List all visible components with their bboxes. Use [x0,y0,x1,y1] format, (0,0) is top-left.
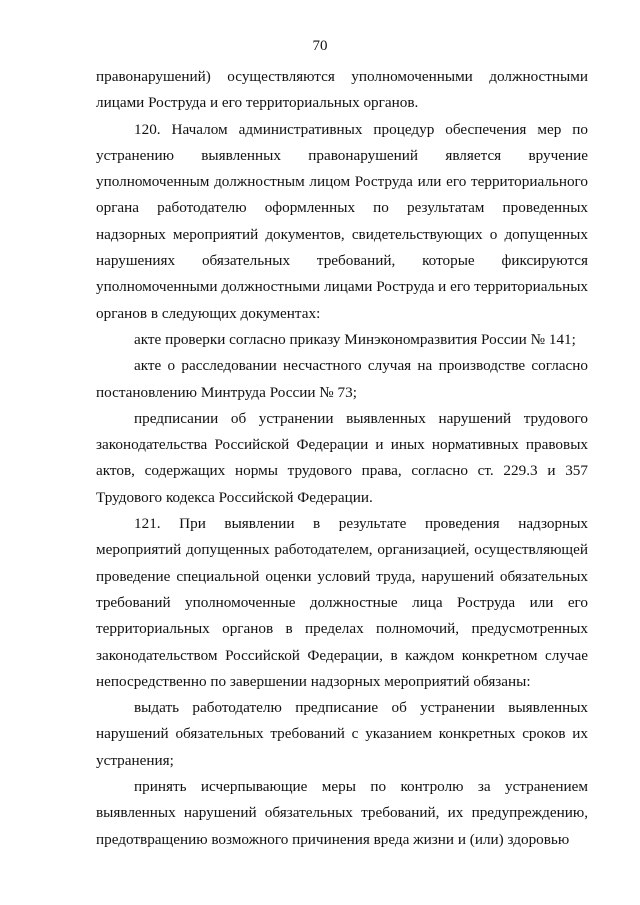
list-item-take-measures: принять исчерпывающие меры по контролю за устранением выявленных нарушений обязательных требований, их предупреждению, предотвращению возможного причинения вреда жизни и (или) здоровью [96,778,588,848]
paragraph-121: 121. При выявлении в результате проведения надзорных мероприятий допущенных работодателем, организацией, осуществляющей проведение специальной оценки условий труда, нарушений обязательных требований уполномоченные должностные лица Роструда или его территориальных органов в пределах полномочий, предусмотренных законодательством Российской Федерации, в каждом конкретном случае непосредственно по завершении надзорных мероприятий обязаны: [96,515,588,690]
list-item-issue-order: выдать работодателю предписание об устранении выявленных нарушений обязательных требований с указанием конкретных сроков их устранения; [96,699,588,769]
page-number: 70 [312,38,328,54]
document-body [96,64,588,853]
list-item-order: предписании об устранении выявленных нарушений трудового законодательства Российской Федерации и иных нормативных правовых актов, содержащих нормы трудового права, согласно ст. 229.3 и 357 Трудового кодекса Российской Федерации. [96,409,588,506]
list-item-accident-act: акте о расследовании несчастного случая на производстве согласно постановлению Минтруда России № 73; [96,357,588,401]
paragraph-continuation: правонарушений) осуществляются уполномоченными должностными лицами Роструда и его территориальных органов. [96,68,588,112]
list-item-inspection-act: акте проверки согласно приказу Минэкономразвития России № 141; [134,330,576,348]
paragraph-120: 120. Началом административных процедур обеспечения мер по устранению выявленных правонарушений является вручение уполномоченным должностным лицом Роструда или его территориального органа работодателю оформленных по результатам проведенных надзорных мероприятий документов, свидетельствующих о допущенных нарушениях обязательных требований, которые фиксируются уполномоченными должностными лицами Роструда и его территориальных органов в следующих документах: [96,120,588,322]
